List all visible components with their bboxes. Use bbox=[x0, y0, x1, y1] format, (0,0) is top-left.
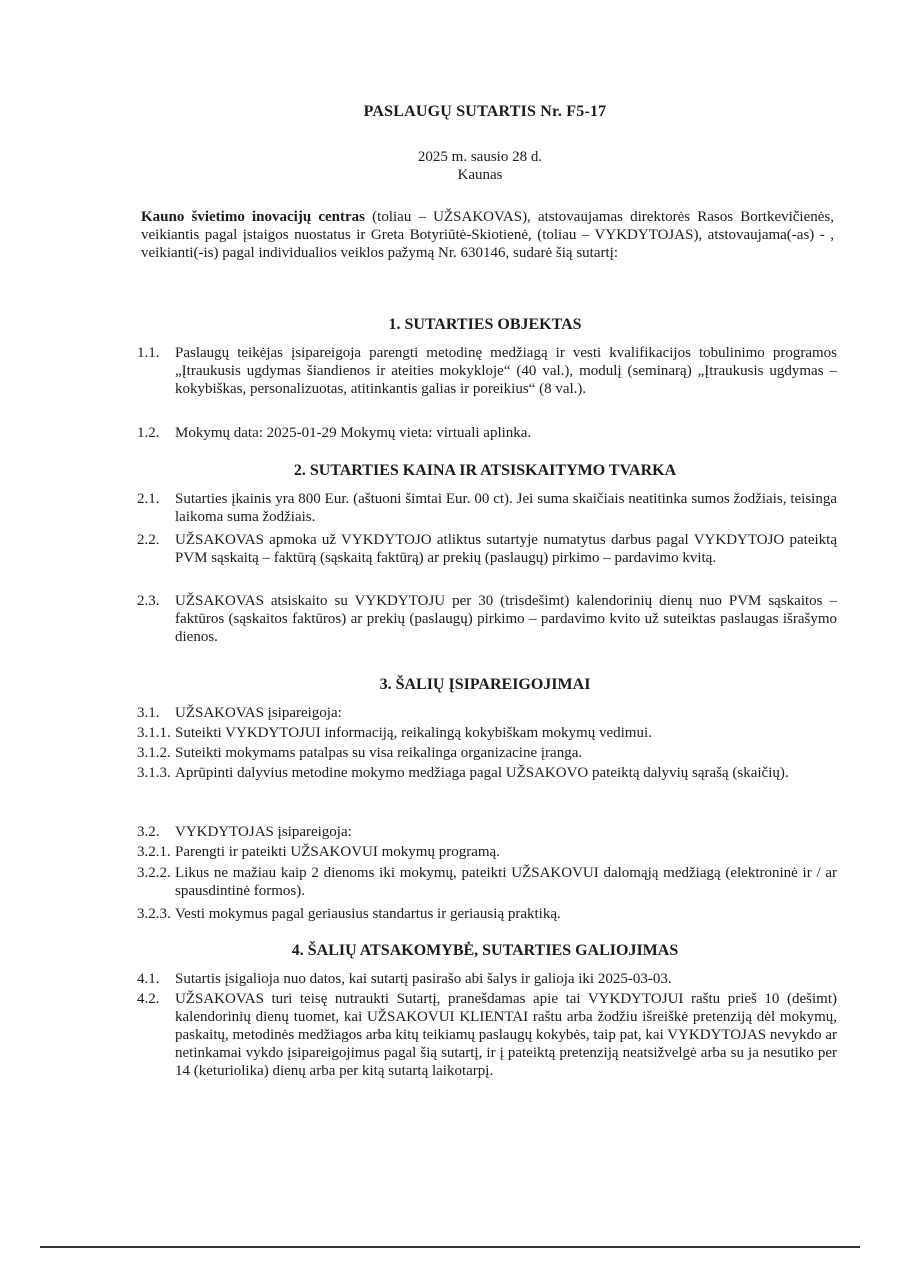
section-heading-2: 2. SUTARTIES KAINA IR ATSISKAITYMO TVARKA bbox=[293, 462, 677, 479]
clause-text: Parengti ir pateikti UŽSAKOVUI mokymų programą. bbox=[175, 844, 500, 860]
clause-number: 3.1. bbox=[137, 705, 160, 721]
clause-number: 3.2. bbox=[137, 824, 160, 840]
clause-number: 4.2. bbox=[137, 991, 160, 1007]
clause-4-1 bbox=[137, 970, 837, 988]
party-name: Kauno švietimo inovacijų centras bbox=[141, 209, 365, 225]
contract-city: Kaunas bbox=[457, 167, 503, 183]
clause-number: 4.1. bbox=[137, 971, 160, 987]
intro-text: (toliau – UŽSAKOVAS), atstovaujamas direktorės Rasos Bortkevičienės, veikiantis pagal įstaigos nuostatus ir Greta Botyriūtė-Skiotienė, (toliau – VYKDYTOJAS), atstovaujama(-as) - , veikianti(-is) pagal individualios veiklos pažymą Nr. 630146, sudarė šią sutartį: bbox=[141, 209, 834, 261]
clause-text: Suteikti VYKDYTOJUI informaciją, reikalingą kokybiškam mokymų vedimui. bbox=[175, 725, 652, 741]
clause-2-2 bbox=[137, 531, 837, 567]
contract-date: 2025 m. sausio 28 d. bbox=[417, 149, 543, 165]
clause-number: 2.3. bbox=[137, 593, 160, 609]
clause-number: 3.1.2. bbox=[137, 745, 171, 761]
clause-3-1-2 bbox=[137, 744, 837, 762]
clause-text: UŽSAKOVAS įsipareigoja: bbox=[175, 705, 342, 721]
clause-text: Sutarties įkainis yra 800 Eur. (aštuoni šimtai Eur. 00 ct). Jei suma skaičiais neatitinka sumos žodžiais, teisinga laikoma suma žodžiais. bbox=[175, 491, 837, 525]
section-heading-1: 1. SUTARTIES OBJEKTAS bbox=[388, 316, 582, 333]
clause-text: UŽSAKOVAS atsiskaito su VYKDYTOJU per 30 (trisdešimt) kalendorinių dienų nuo PVM sąskaitos – faktūros (sąskaitos faktūros) ar prekių (paslaugų) pirkimo – pardavimo kvito už suteiktas paslaugas išrašymo dienos. bbox=[175, 593, 837, 645]
clause-number: 3.2.3. bbox=[137, 906, 171, 922]
clause-text: Paslaugų teikėjas įsipareigoja parengti metodinę medžiagą ir vesti kvalifikacijos tobulinimo programos „Įtraukusis ugdymas šiandienos ir ateities mokykloje“ (40 val.), modulį (seminarą) „Įtraukusis ugdymas – kokybiškas, personalizuotas, atitinkantis galias ir poreikius“ (8 val.). bbox=[175, 345, 837, 397]
clause-text: UŽSAKOVAS apmoka už VYKDYTOJO atliktus sutartyje numatytus darbus pagal VYKDYTOJO pateiktą PVM sąskaitą – faktūrą (sąskaitą faktūrą) ar prekių (paslaugų) pirkimo – pardavimo kvitą. bbox=[175, 532, 837, 566]
clause-3-2-3 bbox=[137, 905, 837, 923]
section-heading-4: 4. ŠALIŲ ATSAKOMYBĖ, SUTARTIES GALIOJIMAS bbox=[291, 942, 679, 959]
clause-number: 3.1.1. bbox=[137, 725, 171, 741]
clause-2-3 bbox=[137, 592, 837, 646]
clause-text: Mokymų data: 2025-01-29 Mokymų vieta: virtuali aplinka. bbox=[175, 425, 532, 441]
clause-text: Aprūpinti dalyvius metodine mokymo medžiaga pagal UŽSAKOVO pateiktą dalyvių sąrašą (skaičių). bbox=[175, 765, 789, 781]
clause-number: 1.2. bbox=[137, 425, 160, 441]
clause-text: Suteikti mokymams patalpas su visa reikalinga organizacine įranga. bbox=[175, 745, 583, 761]
clause-text: Sutartis įsigalioja nuo datos, kai sutartį pasirašo abi šalys ir galioja iki 2025-03-03. bbox=[175, 971, 672, 987]
clause-number: 2.2. bbox=[137, 532, 160, 548]
clause-3-2-1 bbox=[137, 843, 837, 861]
clause-text: Vesti mokymus pagal geriausius standartus ir geriausią praktiką. bbox=[175, 906, 561, 922]
clause-number: 2.1. bbox=[137, 491, 160, 507]
clause-3-2 bbox=[137, 823, 837, 841]
intro-paragraph bbox=[141, 208, 834, 262]
clause-text: UŽSAKOVAS turi teisę nutraukti Sutartį, pranešdamas apie tai VYKDYTOJUI raštu prieš 10 (dešimt) kalendorinių dienų tuomet, kai UŽSAKOVUI KLIENTAI raštu arba žodžiu išreiškė pretenziją dėl mokymų, paskaitų, metodinės medžiagos arba kitų teikiamų paslaugų kokybės, taip pat, kai VYKDYTOJAS nevykdo ar netinkamai vykdo įsipareigojimus pagal šią sutartį, ir į pateiktą pretenziją neatsižvelgė arba su ja nesutiko per 14 (keturiolika) dienų arba per kitą sutartą laikotarpį. bbox=[175, 991, 837, 1079]
section-heading-3: 3. ŠALIŲ ĮSIPAREIGOJIMAI bbox=[379, 676, 591, 693]
clause-2-1 bbox=[137, 490, 837, 526]
clause-number: 1.1. bbox=[137, 345, 160, 361]
clause-text: Likus ne mažiau kaip 2 dienoms iki mokymų, pateikti UŽSAKOVUI dalomąją medžiagą (elektroninė ir / ar spausdintinė formos). bbox=[175, 865, 837, 899]
clause-1-1 bbox=[137, 344, 837, 398]
clause-number: 3.1.3. bbox=[137, 765, 171, 781]
clause-1-2 bbox=[137, 424, 837, 442]
clause-number: 3.2.2. bbox=[137, 865, 171, 881]
clause-3-1-3 bbox=[137, 764, 837, 782]
page-title: PASLAUGŲ SUTARTIS Nr. F5-17 bbox=[363, 103, 607, 120]
clause-3-1-1 bbox=[137, 724, 837, 742]
clause-text: VYKDYTOJAS įsipareigoja: bbox=[175, 824, 352, 840]
clause-3-2-2 bbox=[137, 864, 837, 900]
clause-3-1 bbox=[137, 704, 837, 722]
bottom-divider bbox=[40, 1246, 860, 1248]
clause-4-2 bbox=[137, 990, 837, 1080]
clause-number: 3.2.1. bbox=[137, 844, 171, 860]
